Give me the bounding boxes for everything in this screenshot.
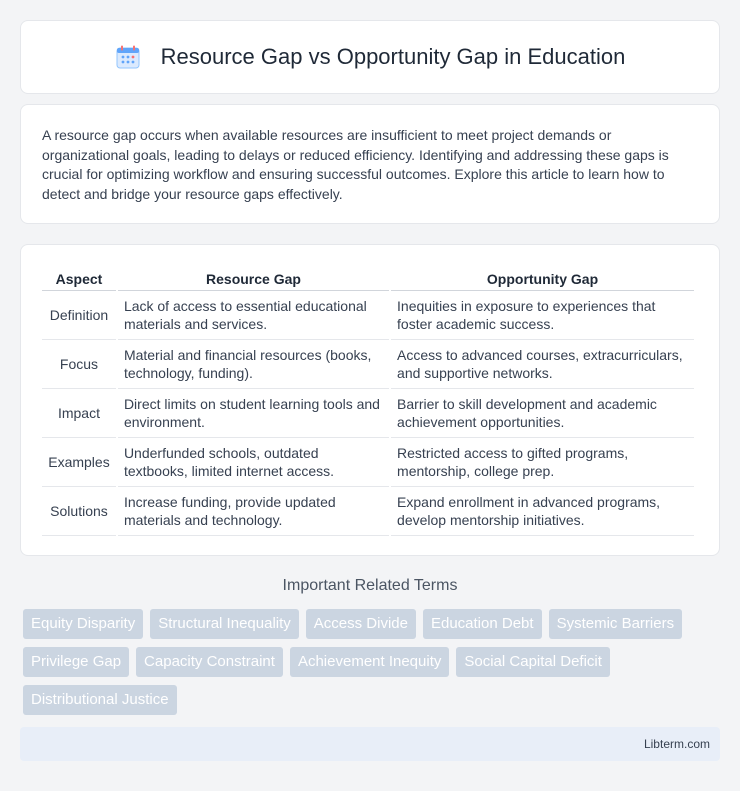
calendar-grid-icon bbox=[115, 44, 141, 70]
related-terms-tags bbox=[23, 609, 723, 715]
header-resource-gap: Resource Gap bbox=[118, 265, 389, 291]
header-card bbox=[20, 20, 720, 94]
aspect-cell: Focus bbox=[42, 340, 116, 389]
header-opportunity-gap: Opportunity Gap bbox=[391, 265, 694, 291]
resource-gap-cell: Underfunded schools, outdated textbooks, limited internet access. bbox=[118, 438, 389, 487]
opportunity-gap-cell: Barrier to skill development and academic achievement opportunities. bbox=[391, 389, 694, 438]
opportunity-gap-cell: Access to advanced courses, extracurriculars, and supportive networks. bbox=[391, 340, 694, 389]
intro-card bbox=[20, 104, 720, 224]
resource-gap-cell: Direct limits on student learning tools and environment. bbox=[118, 389, 389, 438]
resource-gap-cell: Lack of access to essential educational materials and services. bbox=[118, 291, 389, 340]
tag-education-debt[interactable]: Education Debt bbox=[423, 609, 542, 639]
aspect-cell: Impact bbox=[42, 389, 116, 438]
tag-structural-inequality[interactable]: Structural Inequality bbox=[150, 609, 299, 639]
resource-gap-cell: Increase funding, provide updated materials and technology. bbox=[118, 487, 389, 536]
tag-equity-disparity[interactable]: Equity Disparity bbox=[23, 609, 143, 639]
tag-systemic-barriers[interactable]: Systemic Barriers bbox=[549, 609, 683, 639]
opportunity-gap-cell: Inequities in exposure to experiences that foster academic success. bbox=[391, 291, 694, 340]
aspect-cell: Solutions bbox=[42, 487, 116, 536]
table-row bbox=[42, 340, 694, 389]
comparison-table-card bbox=[20, 244, 720, 556]
tag-privilege-gap[interactable]: Privilege Gap bbox=[23, 647, 129, 677]
header-aspect: Aspect bbox=[42, 265, 116, 291]
table-row bbox=[42, 291, 694, 340]
tag-access-divide[interactable]: Access Divide bbox=[306, 609, 416, 639]
related-terms-title: Important Related Terms bbox=[282, 577, 458, 594]
tag-achievement-inequity[interactable]: Achievement Inequity bbox=[290, 647, 449, 677]
tag-capacity-constraint[interactable]: Capacity Constraint bbox=[136, 647, 283, 677]
table-row bbox=[42, 438, 694, 487]
table-header-row bbox=[42, 265, 694, 291]
resource-gap-cell: Material and financial resources (books, technology, funding). bbox=[118, 340, 389, 389]
table-row bbox=[42, 389, 694, 438]
tag-social-capital-deficit[interactable]: Social Capital Deficit bbox=[456, 647, 610, 677]
page-title: Resource Gap vs Opportunity Gap in Education bbox=[160, 44, 626, 69]
intro-text: A resource gap occurs when available resources are insufficient to meet project demands or organizational goals, leading to delays or reduced efficiency. Identifying and addressing these gaps is crucial for optimizing workflow and ensuring successful outcomes. Explore this article to learn how to detect and bridge your resource gaps effectively. bbox=[42, 127, 669, 202]
tag-distributional-justice[interactable]: Distributional Justice bbox=[23, 685, 177, 715]
table-row bbox=[42, 487, 694, 536]
aspect-cell: Definition bbox=[42, 291, 116, 340]
footer bbox=[20, 727, 720, 761]
aspect-cell: Examples bbox=[42, 438, 116, 487]
opportunity-gap-cell: Restricted access to gifted programs, mentorship, college prep. bbox=[391, 438, 694, 487]
comparison-table bbox=[40, 265, 696, 536]
opportunity-gap-cell: Expand enrollment in advanced programs, develop mentorship initiatives. bbox=[391, 487, 694, 536]
footer-brand-link[interactable]: Libterm.com bbox=[643, 737, 710, 751]
